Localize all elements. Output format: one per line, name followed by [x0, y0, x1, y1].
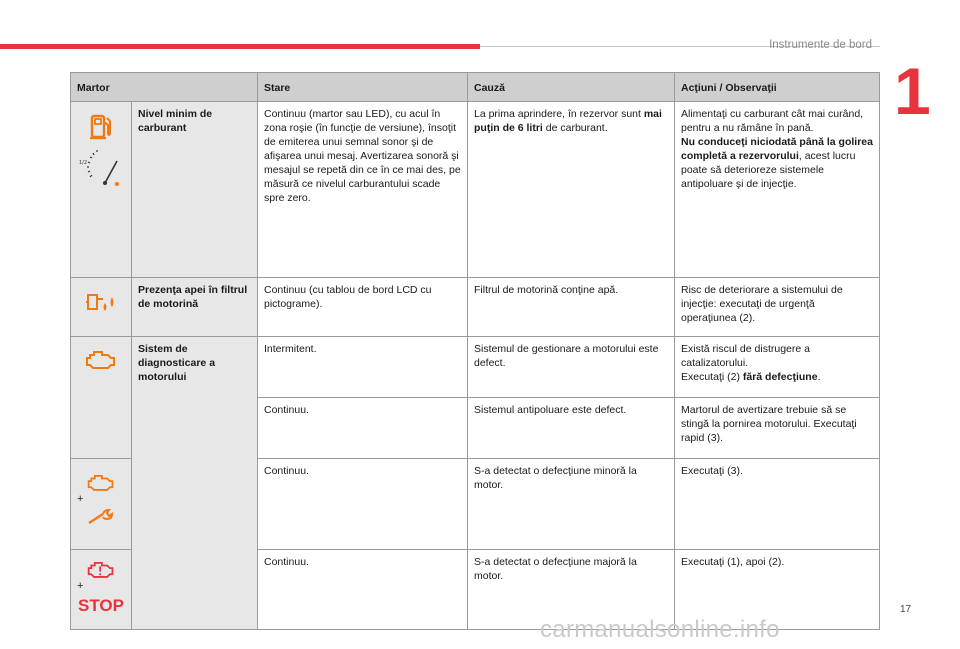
actiuni-cell: Risc de deteriorare a sistemului de injecţie: executaţi de urgenţă operaţiunea (2). — [675, 278, 880, 337]
table-row — [71, 337, 880, 398]
page-number: 17 — [900, 604, 912, 615]
fuel-gauge-icon — [77, 147, 125, 189]
actiuni-cell: Există riscul de distrugere a catalizatorului. Executaţi (2) fără defecţiune. — [675, 337, 880, 398]
stare-cell: Continuu. — [258, 459, 468, 550]
column-header-stare: Stare — [258, 73, 468, 102]
actiuni-cell: Martorul de avertizare trebuie să se stingă la pornirea motorului. Executaţi rapid (3). — [675, 398, 880, 459]
cauza-cell: S-a detectat o defecţiune minoră la motor. — [468, 459, 675, 550]
watermark: carmanualsonline.info — [540, 616, 780, 643]
stare-cell: Continuu. — [258, 550, 468, 630]
column-header-martor: Martor — [71, 73, 258, 102]
cauza-cell: La prima aprindere, în rezervor sunt mai puţin de 6 litri de carburant. — [468, 102, 675, 278]
cauza-cell: Filtrul de motorină conţine apă. — [468, 278, 675, 337]
column-header-actiuni: Acţiuni / Observaţii — [675, 73, 880, 102]
engine-icon — [86, 559, 116, 579]
warning-lights-table — [70, 72, 880, 630]
column-header-cauza: Cauză — [468, 73, 675, 102]
plus-sign: + — [77, 493, 84, 505]
actiuni-cell: Executaţi (1), apoi (2). — [675, 550, 880, 630]
stop-icon — [78, 595, 124, 615]
warning-name: Prezenţa apei în filtrul de motorină — [132, 278, 258, 337]
icon-cell — [71, 550, 132, 630]
section-title: Instrumente de bord — [769, 39, 872, 51]
cauza-cell: Sistemul de gestionare a motorului este defect. — [468, 337, 675, 398]
gauge-half-label: 1/2 — [79, 160, 88, 166]
warning-name: Sistem de diagnosticare a motorului — [132, 337, 258, 630]
table-header-row — [71, 73, 880, 102]
actiuni-cell: Alimentaţi cu carburant cât mai curând, pentru a nu rămâne în pană. Nu conduceţi niciodată până la golirea completă a rezervorului, acest lucru poate să deterioreze sistemele antipoluare şi de injecţie. — [675, 102, 880, 278]
actiuni-cell: Executaţi (3). — [675, 459, 880, 550]
icon-cell — [71, 337, 132, 459]
stare-cell: Continuu. — [258, 398, 468, 459]
engine-icon — [84, 348, 118, 370]
warning-name: Nivel minim de carburant — [132, 102, 258, 278]
cauza-cell: S-a detectat o defecţiune majoră la motor. — [468, 550, 675, 630]
stare-cell: Continuu (cu tablou de bord LCD cu pictograme). — [258, 278, 468, 337]
icon-cell — [71, 102, 132, 278]
stare-cell: Intermitent. — [258, 337, 468, 398]
header-accent-bar — [0, 44, 480, 49]
icon-cell — [71, 278, 132, 337]
icon-cell — [71, 459, 132, 550]
wrench-icon — [86, 508, 116, 526]
water-in-fuel-filter-icon — [85, 289, 117, 315]
plus-sign: + — [77, 580, 84, 592]
stare-cell: Continuu (martor sau LED), cu acul în zona roşie (în funcţie de versiune), însoţit de emiterea unui semnal sonor şi de afişarea unui mesaj. Avertizarea sonoră şi mesajul se repetă din ce în ce mai des, pe măsură ce nivelul carburantului scade spre zero. — [258, 102, 468, 278]
table-row — [71, 102, 880, 278]
fuel-pump-icon — [88, 113, 114, 141]
engine-icon — [86, 472, 116, 492]
stop-text: STOP — [78, 596, 124, 615]
table-row — [71, 278, 880, 337]
chapter-number: 1 — [894, 54, 931, 128]
cauza-cell: Sistemul antipoluare este defect. — [468, 398, 675, 459]
